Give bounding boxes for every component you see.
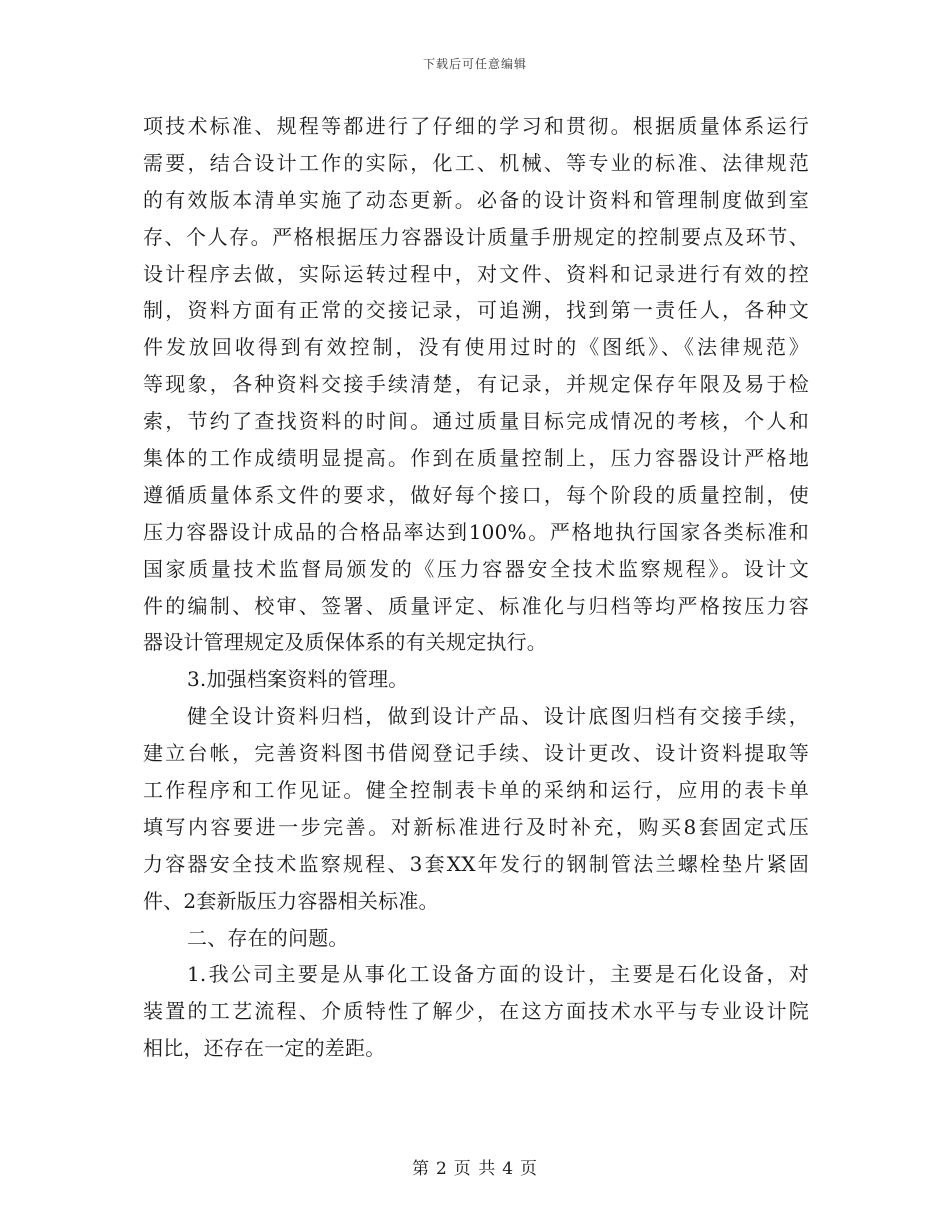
body-line: 存、个人存。严格根据压力容器设计质量手册规定的控制要点及环节、 [143, 224, 809, 249]
body-line: 项技术标准、规程等都进行了仔细的学习和贯彻。根据质量体系运行 [143, 114, 809, 138]
body-line: 相比，还存在一定的差距。 [143, 1036, 386, 1061]
body-line: 集体的工作成绩明显提高。作到在质量控制上，压力容器设计严格地 [143, 446, 809, 471]
body-line: 需要，结合设计工作的实际，化工、机械、等专业的标准、法律规范 [143, 150, 809, 175]
footer-page-number: 2 [435, 1159, 448, 1179]
body-line: 国家质量技术监督局颁发的《压力容器安全技术监察规程》。设计文 [143, 556, 809, 581]
body-line: 力容器安全技术监察规程、3套XX年发行的钢制管法兰螺栓垫片紧固 [143, 851, 809, 876]
body-line: 1.我公司主要是从事化工设备方面的设计，主要是石化设备，对 [187, 962, 809, 987]
body-line: 件发放回收得到有效控制，没有使用过时的《图纸》、《法律规范》 [143, 335, 809, 360]
section-heading: 二、存在的问题。 [187, 925, 349, 950]
body-line: 装置的工艺流程、介质特性了解少，在这方面技术水平与专业设计院 [143, 999, 809, 1024]
body-line: 件的编制、校审、签署、质量评定、标准化与归档等均严格按压力容 [143, 593, 809, 618]
body-line: 健全设计资料归档，做到设计产品、设计底图归档有交接手续， [187, 704, 809, 729]
page-header: 下载后可任意编辑 [422, 57, 527, 71]
body-line: 遵循质量体系文件的要求，做好每个接口，每个阶段的质量控制，使 [143, 482, 809, 507]
body-line: 工作程序和工作见证。健全控制表卡单的采纳和运行，应用的表卡单 [143, 778, 809, 803]
body-line: 的有效版本清单实施了动态更新。必备的设计资料和管理制度做到室 [143, 187, 809, 212]
body-line: 索，节约了查找资料的时间。通过质量目标完成情况的考核，个人和 [143, 409, 809, 434]
footer-prefix: 第 [411, 1159, 430, 1179]
body-line: 器设计管理规定及质保体系的有关规定执行。 [143, 630, 547, 655]
document-body [143, 108, 809, 1067]
page-footer [0, 1154, 950, 1179]
body-line: 填写内容要进一步完善。对新标准进行及时补充，购买8套固定式压 [143, 814, 809, 839]
footer-suffix: 页 [520, 1159, 539, 1179]
body-line: 压力容器设计成品的合格品率达到100%。严格地执行国家各类标准和 [143, 519, 809, 544]
footer-middle: 页 共 [453, 1159, 497, 1179]
section-heading: 3.加强档案资料的管理。 [187, 667, 409, 692]
body-line: 设计程序去做，实际运转过程中，对文件、资料和记录进行有效的控 [143, 261, 809, 286]
body-line: 件、2套新版压力容器相关标准。 [143, 888, 439, 913]
body-line: 建立台帐，完善资料图书借阅登记手续、设计更改、设计资料提取等 [143, 741, 809, 766]
body-line: 等现象，各种资料交接手续清楚，有记录，并规定保存年限及易于检 [143, 372, 809, 397]
body-line: 制，资料方面有正常的交接记录，可追溯，找到第一责任人，各种文 [143, 298, 809, 323]
footer-total-pages: 4 [502, 1159, 515, 1179]
